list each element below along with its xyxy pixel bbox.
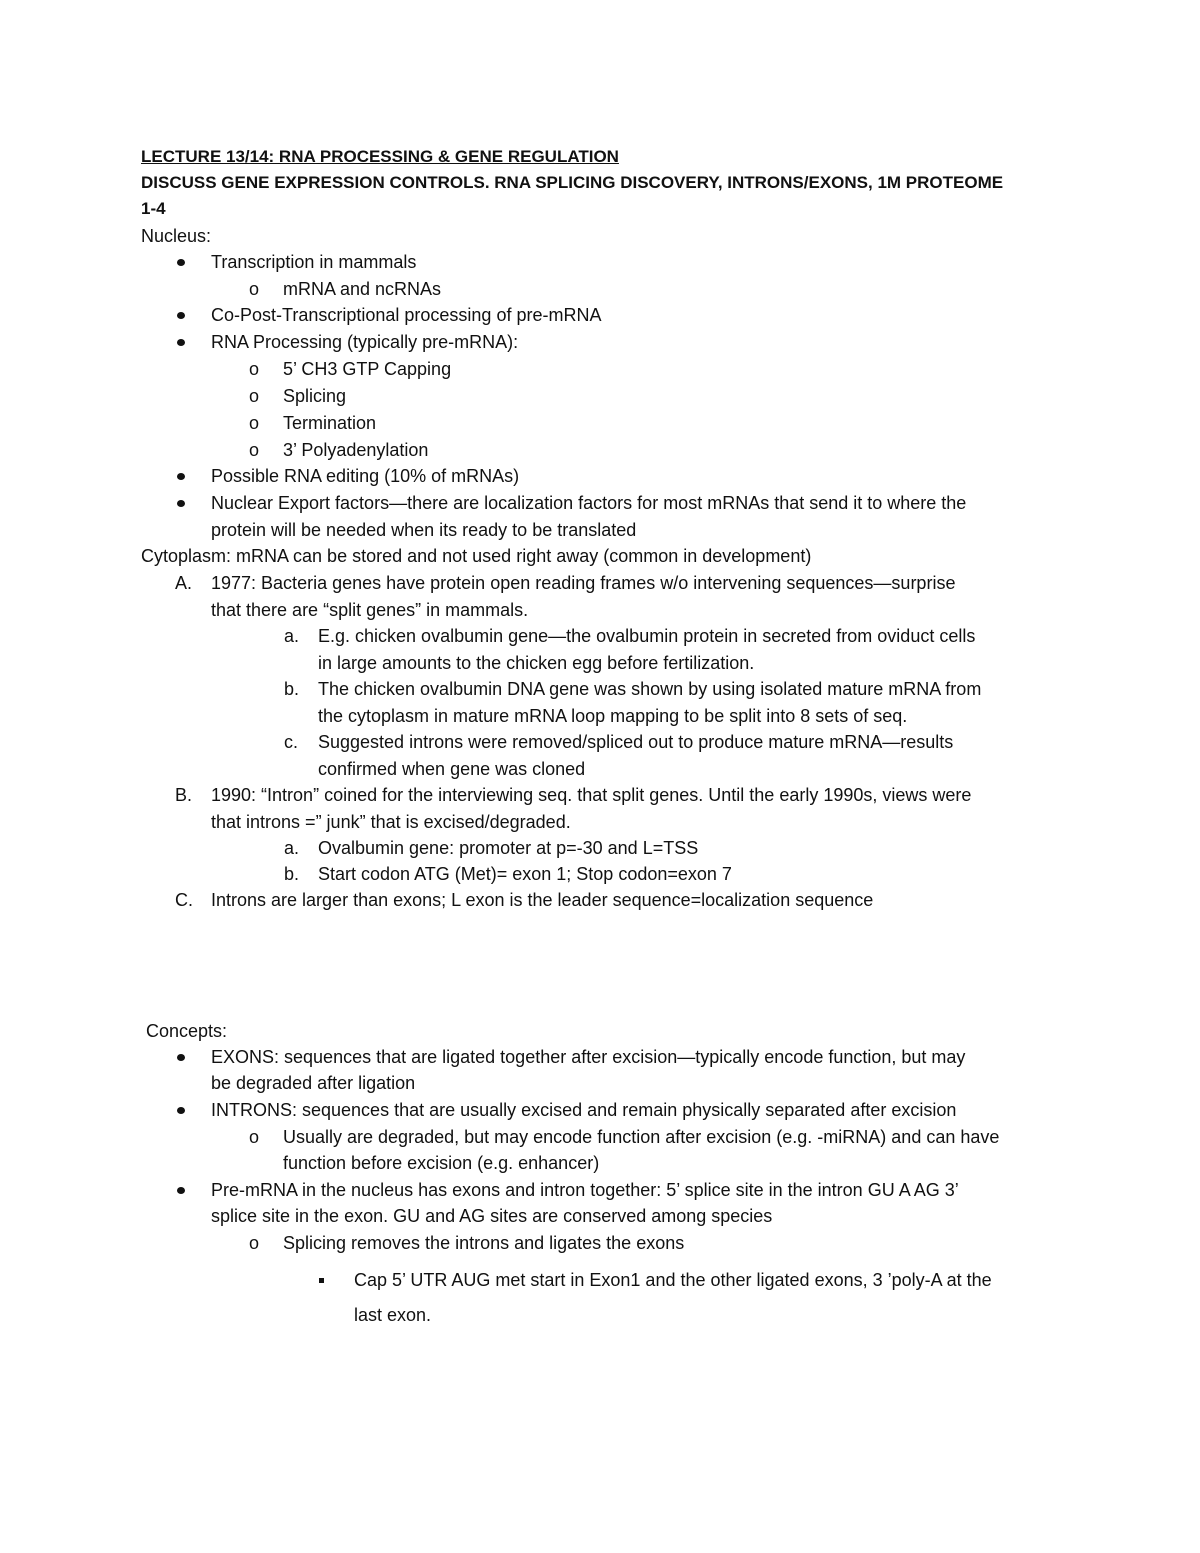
list-item: RNA Processing (typically pre-mRNA): bbox=[211, 332, 519, 352]
lecture-title: LECTURE 13/14: RNA PROCESSING & GENE REGULATION bbox=[141, 147, 619, 166]
list-marker: b. bbox=[284, 679, 300, 699]
list-item: Introns are larger than exons; L exon is the leader sequence=localization sequence bbox=[211, 890, 874, 910]
list-item: Cap 5’ UTR AUG met start in Exon1 and the other ligated exons, 3 ’poly-A at the bbox=[354, 1270, 992, 1290]
list-item: mRNA and ncRNAs bbox=[283, 279, 442, 299]
bullet-icon bbox=[177, 339, 185, 346]
list-item: 5’ CH3 GTP Capping bbox=[283, 359, 452, 379]
circle-bullet-icon: o bbox=[249, 440, 260, 460]
bullet-icon bbox=[177, 473, 185, 480]
list-item: E.g. chicken ovalbumin gene—the ovalbumin protein in secreted from oviduct cells bbox=[318, 626, 976, 646]
list-item-cont: confirmed when gene was cloned bbox=[318, 759, 586, 779]
bullet-icon bbox=[177, 1107, 185, 1114]
bullet-icon bbox=[177, 1187, 185, 1194]
list-item-cont: in large amounts to the chicken egg before fertilization. bbox=[318, 653, 755, 673]
list-item: The chicken ovalbumin DNA gene was shown by using isolated mature mRNA from bbox=[318, 679, 982, 699]
list-marker: a. bbox=[284, 838, 300, 858]
list-item: 3’ Polyadenylation bbox=[283, 440, 429, 460]
list-item-cont: last exon. bbox=[354, 1305, 432, 1325]
list-item: Pre-mRNA in the nucleus has exons and intron together: 5’ splice site in the intron GU A AG 3’ bbox=[211, 1180, 959, 1200]
list-item-cont: protein will be needed when its ready to be translated bbox=[211, 520, 637, 540]
concepts-heading: Concepts: bbox=[146, 1021, 228, 1041]
bullet-icon bbox=[177, 1054, 185, 1061]
list-item: Ovalbumin gene: promoter at p=-30 and L=TSS bbox=[318, 838, 699, 858]
list-item: Termination bbox=[283, 413, 377, 433]
list-item: INTRONS: sequences that are usually excised and remain physically separated after excision bbox=[211, 1100, 957, 1120]
list-marker: b. bbox=[284, 864, 300, 884]
list-item: Splicing bbox=[283, 386, 347, 406]
list-item: Possible RNA editing (10% of mRNAs) bbox=[211, 466, 520, 486]
list-item: 1990: “Intron” coined for the interviewing seq. that split genes. Until the early 1990s, views were bbox=[211, 785, 972, 805]
list-marker: c. bbox=[284, 732, 299, 752]
lecture-subtitle-cont: 1-4 bbox=[141, 199, 166, 218]
lecture-subtitle: DISCUSS GENE EXPRESSION CONTROLS. RNA SPLICING DISCOVERY, INTRONS/EXONS, 1M PROTEOME bbox=[141, 173, 1004, 192]
list-marker: B. bbox=[175, 785, 193, 805]
list-item: Usually are degraded, but may encode function after excision (e.g. -miRNA) and can have bbox=[283, 1127, 1000, 1147]
list-item-cont: the cytoplasm in mature mRNA loop mapping to be split into 8 sets of seq. bbox=[318, 706, 908, 726]
bullet-icon bbox=[177, 500, 185, 507]
circle-bullet-icon: o bbox=[249, 413, 260, 433]
list-item: Transcription in mammals bbox=[211, 252, 417, 272]
square-bullet-icon bbox=[319, 1278, 324, 1283]
list-item: Co-Post-Transcriptional processing of pre-mRNA bbox=[211, 305, 602, 325]
list-item-cont: function before excision (e.g. enhancer) bbox=[283, 1153, 600, 1173]
list-item-cont: splice site in the exon. GU and AG sites are conserved among species bbox=[211, 1206, 773, 1226]
list-marker: C. bbox=[175, 890, 193, 910]
bullet-icon bbox=[177, 259, 185, 266]
circle-bullet-icon: o bbox=[249, 1127, 260, 1147]
list-marker: A. bbox=[175, 573, 193, 593]
bullet-icon bbox=[177, 312, 185, 319]
list-marker: a. bbox=[284, 626, 300, 646]
circle-bullet-icon: o bbox=[249, 386, 260, 406]
list-item: Nuclear Export factors—there are localization factors for most mRNAs that send it to where the bbox=[211, 493, 967, 513]
list-item: Start codon ATG (Met)= exon 1; Stop codon=exon 7 bbox=[318, 864, 732, 884]
nucleus-heading: Nucleus: bbox=[141, 226, 212, 246]
circle-bullet-icon: o bbox=[249, 359, 260, 379]
list-item-cont: that there are “split genes” in mammals. bbox=[211, 600, 529, 620]
list-item: Suggested introns were removed/spliced out to produce mature mRNA—results bbox=[318, 732, 954, 752]
list-item: 1977: Bacteria genes have protein open reading frames w/o intervening sequences—surprise bbox=[211, 573, 956, 593]
cytoplasm-line: Cytoplasm: mRNA can be stored and not used right away (common in development) bbox=[141, 546, 812, 566]
circle-bullet-icon: o bbox=[249, 1233, 260, 1253]
list-item: EXONS: sequences that are ligated together after excision—typically encode function, but may bbox=[211, 1047, 966, 1067]
list-item: Splicing removes the introns and ligates the exons bbox=[283, 1233, 685, 1253]
circle-bullet-icon: o bbox=[249, 279, 260, 299]
list-item-cont: be degraded after ligation bbox=[211, 1073, 416, 1093]
list-item-cont: that introns =” junk” that is excised/degraded. bbox=[211, 812, 571, 832]
